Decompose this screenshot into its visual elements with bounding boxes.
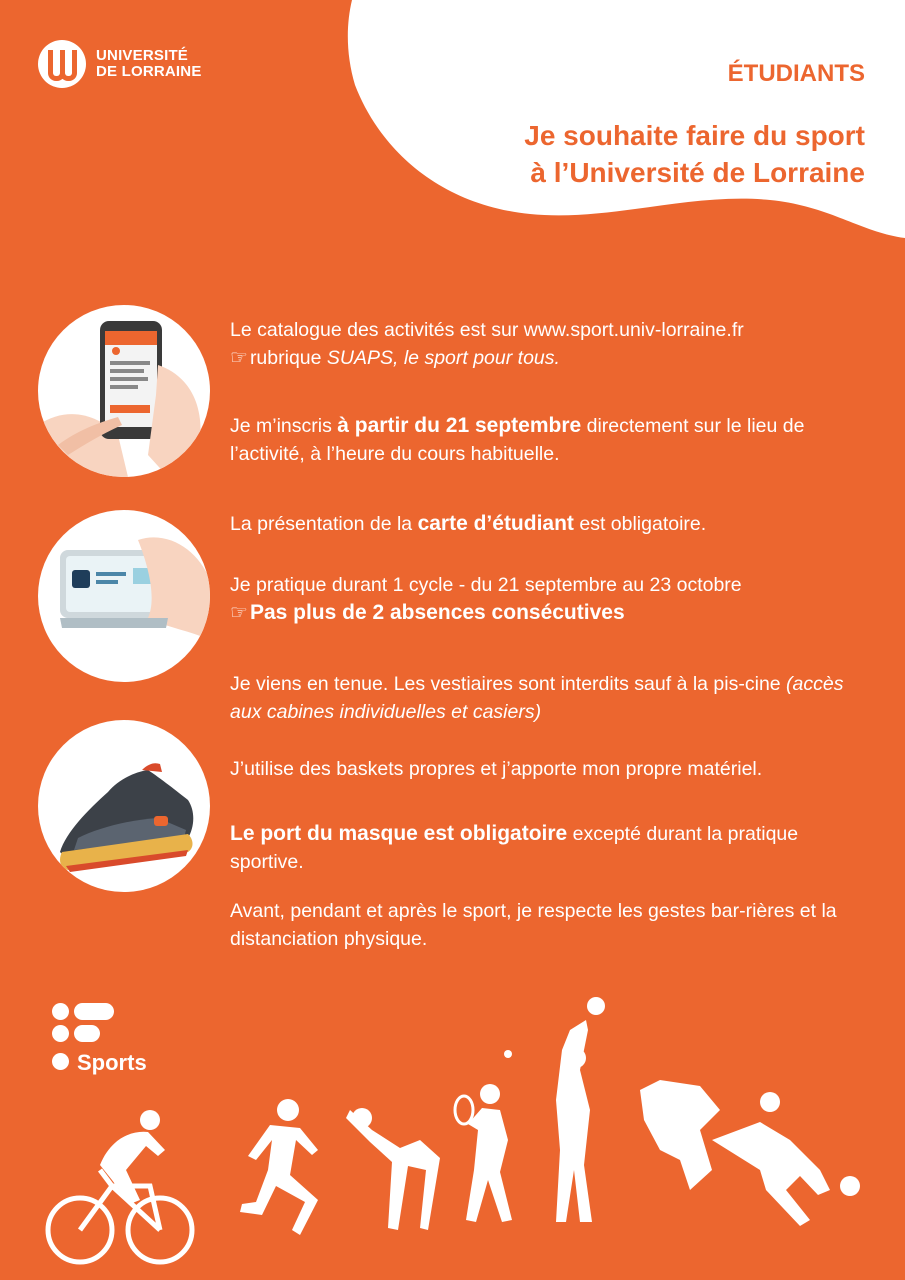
- basketball-player-silhouette: [556, 997, 605, 1222]
- mask-rule: Le port du masque est obligatoire: [230, 822, 568, 845]
- info-block-mask: [230, 820, 860, 876]
- student-card-hand-illustration: [38, 510, 210, 682]
- mask-text: excepté durant la pratique sportive.: [230, 823, 799, 873]
- card-emphasis: carte d’étudiant: [417, 512, 574, 535]
- absence-rule: Pas plus de 2 absences consécutives: [249, 601, 625, 624]
- sports-label: Sports: [77, 1050, 147, 1075]
- logo-line-2: DE LORRAINE: [96, 63, 202, 80]
- category-heading: ÉTUDIANTS: [727, 60, 865, 87]
- info-block-changing-rooms: [230, 670, 860, 726]
- catalogue-rubrique-text: rubrique: [249, 347, 327, 369]
- page-title: [345, 117, 865, 191]
- catalogue-rubrique-name: SUAPS, le sport pour tous.: [326, 347, 560, 369]
- logo-line-1: UNIVERSITÉ: [96, 47, 189, 64]
- tennis-player-silhouette: [455, 1050, 512, 1222]
- university-logo: [38, 40, 202, 88]
- info-block-catalogue: [230, 316, 860, 372]
- info-block-student-card: [230, 510, 860, 538]
- university-logo-icon: [38, 40, 86, 88]
- title-line-2: à l’Université de Lorraine: [530, 157, 865, 188]
- sport-silhouettes: [0, 990, 905, 1280]
- runner-silhouette: [240, 1099, 318, 1235]
- info-block-equipment: [230, 755, 860, 783]
- card-text-1: La présentation de la: [230, 513, 418, 535]
- changing-rooms-note: (accès aux cabines individuelles et casiers): [230, 673, 844, 723]
- pointing-hand-icon: ☞: [230, 602, 248, 624]
- catalogue-text: Le catalogue des activités est sur www.sport.univ-lorraine.fr: [230, 319, 744, 341]
- changing-rooms-text: Je viens en tenue. Les vestiaires sont interdits sauf à la pis-cine: [230, 673, 787, 695]
- cycle-text: Je pratique durant 1 cycle - du 21 septembre au 23 octobre: [230, 574, 742, 596]
- cyclist-silhouette: [48, 1110, 192, 1262]
- info-block-registration: [230, 412, 860, 468]
- sneaker-illustration: [38, 720, 210, 892]
- card-text-2: est obligatoire.: [573, 513, 707, 535]
- registration-date: à partir du 21 septembre: [337, 414, 582, 437]
- equipment-text: J’utilise des baskets propres et j’apporte mon propre matériel.: [230, 758, 763, 780]
- barrier-text: Avant, pendant et après le sport, je respecte les gestes bar-rières et la distanciation physique.: [230, 900, 837, 950]
- pointing-hand-icon: ☞: [230, 347, 248, 369]
- gymnast-silhouette: [640, 1080, 720, 1190]
- info-block-barrier: [230, 897, 860, 953]
- title-line-1: Je souhaite faire du sport: [524, 120, 865, 151]
- registration-text-2: directement sur le lieu de l’activité, à l’heure du cours habituelle.: [230, 415, 805, 465]
- info-block-cycle: [230, 571, 860, 627]
- footballer-silhouette: [712, 1092, 860, 1226]
- registration-text-1: Je m’inscris: [230, 415, 338, 437]
- stretching-silhouette: [346, 1108, 440, 1230]
- phone-hand-illustration: [38, 305, 210, 477]
